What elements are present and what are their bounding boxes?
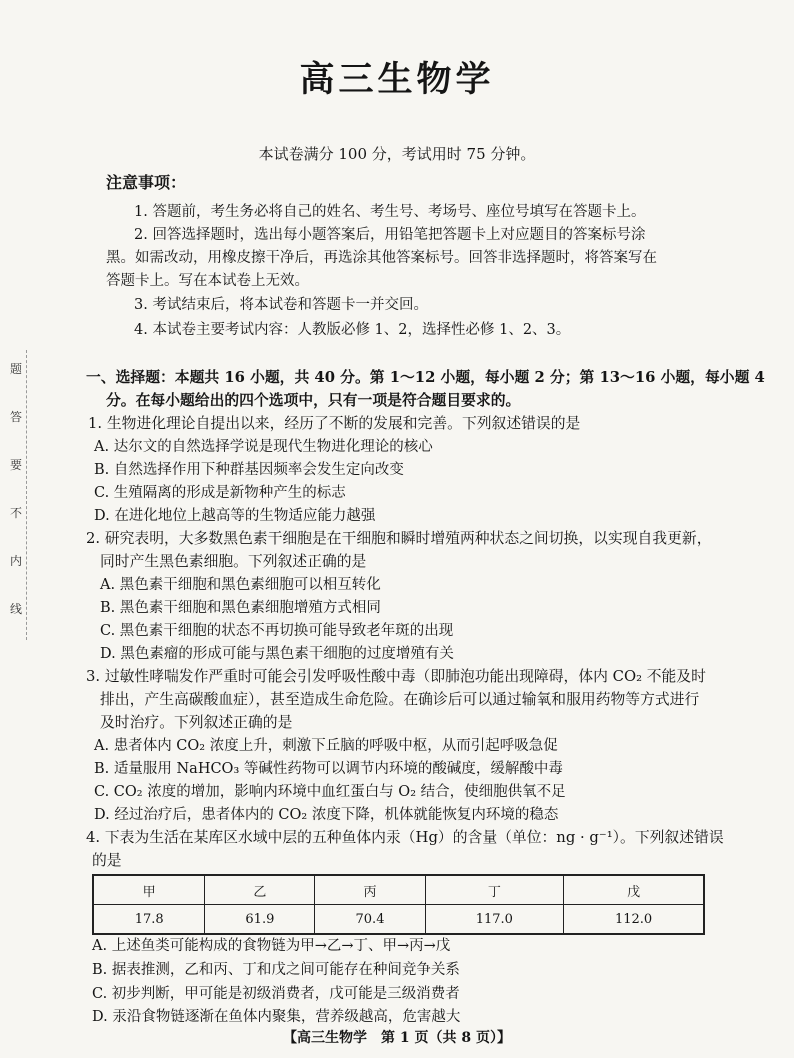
table-header: 丁 bbox=[425, 875, 564, 905]
side-char: 内 bbox=[10, 554, 23, 568]
exam-meta: 本试卷满分 100 分，考试用时 75 分钟。 bbox=[258, 145, 536, 163]
question-stem: 及时治疗。下列叙述正确的是 bbox=[100, 714, 293, 731]
side-char: 线 bbox=[10, 602, 23, 616]
option: C. 黑色素干细胞的状态不再切换可能导致老年斑的出现 bbox=[100, 623, 454, 639]
exam-title: 高三生物学 bbox=[299, 60, 495, 100]
side-char: 要 bbox=[10, 458, 23, 472]
side-char: 答 bbox=[10, 410, 23, 424]
option: D. 经过治疗后，患者体内的 CO₂ 浓度下降，机体就能恢复内环境的稳态 bbox=[94, 807, 559, 823]
table-cell: 117.0 bbox=[425, 905, 564, 935]
question-stem: 1. 生物进化理论自提出以来，经历了不断的发展和完善。下列叙述错误的是 bbox=[88, 415, 581, 432]
question-stem: 3. 过敏性哮喘发作严重时可能会引发呼吸性酸中毒（即肺泡功能出现障碍，体内 CO₂ 不能及时 bbox=[86, 668, 706, 685]
question-stem: 2. 研究表明，大多数黑色素干细胞是在干细胞和瞬时增殖两种状态之间切换，以实现自我更新， bbox=[86, 530, 712, 547]
section-heading: 一、选择题：本题共 16 小题，共 40 分。第 1～12 小题，每小题 2 分；第 13～16 小题，每小题 4 bbox=[86, 369, 765, 386]
option: C. 初步判断，甲可能是初级消费者，戊可能是三级消费者 bbox=[92, 986, 460, 1002]
option: A. 患者体内 CO₂ 浓度上升，刺激下丘脑的呼吸中枢，从而引起呼吸急促 bbox=[94, 738, 558, 754]
option: B. 自然选择作用下种群基因频率会发生定向改变 bbox=[94, 462, 404, 478]
option: B. 黑色素干细胞和黑色素细胞增殖方式相同 bbox=[100, 600, 381, 616]
option: B. 适量服用 NaHCO₃ 等碱性药物可以调节内环境的酸碱度，缓解酸中毒 bbox=[94, 761, 563, 777]
page-footer: 【高三生物学 第 1 页（共 8 页）】 bbox=[283, 1030, 511, 1046]
notes-heading: 注意事项： bbox=[106, 173, 187, 192]
note-line: 4. 本试卷主要考试内容：人教版必修 1、2，选择性必修 1、2、3。 bbox=[134, 322, 571, 338]
table-header-row bbox=[93, 875, 704, 905]
option: A. 上述鱼类可能构成的食物链为甲→乙→丁、甲→丙→戊 bbox=[92, 938, 451, 954]
table-row bbox=[93, 905, 704, 935]
option: D. 黑色素瘤的形成可能与黑色素干细胞的过度增殖有关 bbox=[100, 646, 454, 662]
option: B. 据表推测，乙和丙、丁和戊之间可能存在种间竞争关系 bbox=[92, 962, 460, 978]
option: C. CO₂ 浓度的增加，影响内环境中血红蛋白与 O₂ 结合，使细胞供氧不足 bbox=[94, 784, 566, 800]
table-header: 戊 bbox=[564, 875, 704, 905]
section-heading-cont: 分。在每小题给出的四个选项中，只有一项是符合题目要求的。 bbox=[106, 392, 521, 409]
note-line: 黑。如需改动，用橡皮擦干净后，再选涂其他答案标号。回答非选择题时，将答案写在 bbox=[106, 250, 657, 266]
note-line: 2. 回答选择题时，选出每小题答案后，用铅笔把答题卡上对应题目的答案标号涂 bbox=[134, 227, 646, 243]
table-header: 甲 bbox=[93, 875, 205, 905]
option: C. 生殖隔离的形成是新物种产生的标志 bbox=[94, 485, 346, 501]
table-cell: 70.4 bbox=[315, 905, 425, 935]
mercury-table bbox=[92, 874, 705, 935]
table-header: 丙 bbox=[315, 875, 425, 905]
side-char: 不 bbox=[10, 506, 23, 520]
table-cell: 17.8 bbox=[93, 905, 205, 935]
note-line: 1. 答题前，考生务必将自己的姓名、考生号、考场号、座位号填写在答题卡上。 bbox=[134, 204, 646, 220]
question-stem: 4. 下表为生活在某库区水域中层的五种鱼体内汞（Hg）的含量（单位：ng · g⁻¹）。下列叙述错误 bbox=[86, 829, 724, 846]
note-line: 3. 考试结束后，将本试卷和答题卡一并交回。 bbox=[134, 297, 428, 313]
question-stem: 同时产生黑色素细胞。下列叙述正确的是 bbox=[100, 553, 367, 570]
question-stem: 的是 bbox=[92, 852, 122, 869]
note-line: 答题卡上。写在本试卷上无效。 bbox=[106, 273, 309, 289]
table-header: 乙 bbox=[205, 875, 315, 905]
option: D. 在进化地位上越高等的生物适应能力越强 bbox=[94, 508, 376, 524]
table-cell: 61.9 bbox=[205, 905, 315, 935]
binding-margin-text bbox=[6, 360, 28, 620]
option: D. 汞沿食物链逐渐在鱼体内聚集，营养级越高，危害越大 bbox=[92, 1009, 461, 1025]
option: A. 黑色素干细胞和黑色素细胞可以相互转化 bbox=[100, 577, 381, 593]
option: A. 达尔文的自然选择学说是现代生物进化理论的核心 bbox=[94, 439, 433, 455]
question-stem: 排出，产生高碳酸血症），甚至造成生命危险。在确诊后可以通过输氧和服用药物等方式进行 bbox=[100, 691, 700, 708]
side-char: 题 bbox=[10, 362, 23, 376]
table-cell: 112.0 bbox=[564, 905, 704, 935]
